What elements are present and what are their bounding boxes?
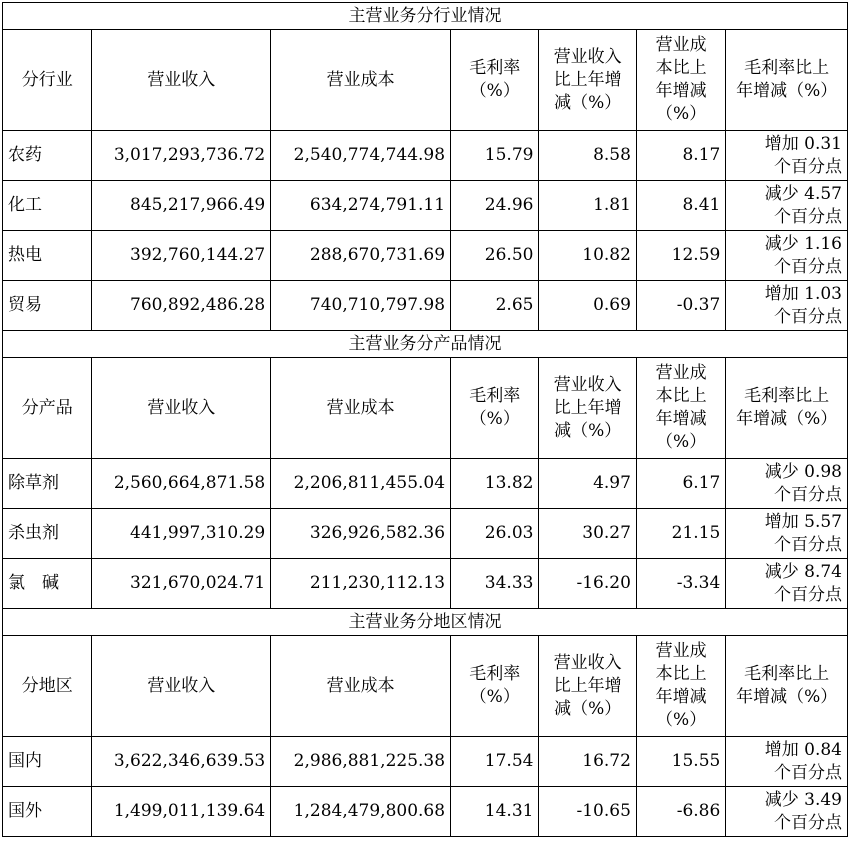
column-header-revenue: 营业收入 [92,358,271,459]
cell-gross-margin: 13.82 [451,459,539,509]
cell-cost-change: 15.55 [636,737,725,787]
cell-cost: 288,670,731.69 [271,231,451,281]
cell-cost-change: 12.59 [636,231,725,281]
header-row [3,30,848,131]
main-business-table [2,2,848,837]
column-header-revenue-change: 营业收入 比上年增 减（%） [539,358,636,459]
column-header-margin-change: 毛利率比上 年增减（%） [726,30,848,131]
cell-revenue-change: -16.20 [539,559,636,609]
cell-margin-change: 减少 1.16 个百分点 [726,231,848,281]
column-header-revenue-change: 营业收入 比上年增 减（%） [539,30,636,131]
cell-category: 化工 [3,181,92,231]
cell-revenue-change: 30.27 [539,509,636,559]
column-header-revenue: 营业收入 [92,30,271,131]
cell-category: 国内 [3,737,92,787]
column-header-cost: 营业成本 [271,636,451,737]
section-title: 主营业务分行业情况 [3,3,848,30]
cell-revenue: 2,560,664,871.58 [92,459,271,509]
section-title-row [3,609,848,636]
cell-cost: 2,206,811,455.04 [271,459,451,509]
table-row [3,459,848,509]
column-header-margin-change: 毛利率比上 年增减（%） [726,358,848,459]
table-row [3,559,848,609]
cell-margin-change: 增加 0.31 个百分点 [726,131,848,181]
cell-cost-change: -6.86 [636,787,725,837]
cell-cost: 634,274,791.11 [271,181,451,231]
cell-category: 国外 [3,787,92,837]
cell-cost-change: 8.17 [636,131,725,181]
cell-revenue-change: 4.97 [539,459,636,509]
table-row [3,181,848,231]
table-row [3,281,848,331]
cell-category: 农药 [3,131,92,181]
cell-category: 热电 [3,231,92,281]
cell-gross-margin: 26.50 [451,231,539,281]
header-row [3,358,848,459]
cell-revenue-change: 8.58 [539,131,636,181]
cell-gross-margin: 34.33 [451,559,539,609]
header-row [3,636,848,737]
cell-category: 贸易 [3,281,92,331]
cell-cost-change: 8.41 [636,181,725,231]
cell-revenue-change: 16.72 [539,737,636,787]
cell-margin-change: 增加 1.03 个百分点 [726,281,848,331]
cell-revenue: 760,892,486.28 [92,281,271,331]
column-header-revenue-change: 营业收入 比上年增 减（%） [539,636,636,737]
column-header-cost-change: 营业成 本比上 年增减 （%） [636,358,725,459]
table-row [3,787,848,837]
cell-margin-change: 减少 3.49 个百分点 [726,787,848,837]
cell-revenue-change: 0.69 [539,281,636,331]
cell-gross-margin: 14.31 [451,787,539,837]
cell-margin-change: 减少 8.74 个百分点 [726,559,848,609]
cell-category: 除草剂 [3,459,92,509]
cell-category: 杀虫剂 [3,509,92,559]
column-header-gross-margin: 毛利率 （%） [451,30,539,131]
column-header-gross-margin: 毛利率 （%） [451,636,539,737]
table-row [3,231,848,281]
cell-gross-margin: 24.96 [451,181,539,231]
cell-margin-change: 增加 0.84 个百分点 [726,737,848,787]
cell-cost: 326,926,582.36 [271,509,451,559]
cell-cost-change: 21.15 [636,509,725,559]
column-header-category: 分产品 [3,358,92,459]
cell-cost: 740,710,797.98 [271,281,451,331]
table-row [3,131,848,181]
cell-margin-change: 增加 5.57 个百分点 [726,509,848,559]
column-header-category: 分地区 [3,636,92,737]
table-row [3,737,848,787]
cell-cost-change: -0.37 [636,281,725,331]
column-header-gross-margin: 毛利率 （%） [451,358,539,459]
column-header-cost: 营业成本 [271,358,451,459]
column-header-cost: 营业成本 [271,30,451,131]
cell-cost: 211,230,112.13 [271,559,451,609]
table-body [3,3,848,837]
table-row [3,509,848,559]
section-title: 主营业务分产品情况 [3,331,848,358]
cell-margin-change: 减少 4.57 个百分点 [726,181,848,231]
cell-gross-margin: 2.65 [451,281,539,331]
cell-gross-margin: 26.03 [451,509,539,559]
cell-revenue: 3,622,346,639.53 [92,737,271,787]
section-title-row [3,3,848,30]
cell-cost: 1,284,479,800.68 [271,787,451,837]
cell-cost: 2,540,774,744.98 [271,131,451,181]
cell-revenue-change: 10.82 [539,231,636,281]
cell-revenue-change: -10.65 [539,787,636,837]
column-header-cost-change: 营业成 本比上 年增减 （%） [636,636,725,737]
cell-revenue: 392,760,144.27 [92,231,271,281]
section-title-row [3,331,848,358]
cell-revenue: 3,017,293,736.72 [92,131,271,181]
cell-revenue: 321,670,024.71 [92,559,271,609]
cell-cost-change: 6.17 [636,459,725,509]
cell-cost: 2,986,881,225.38 [271,737,451,787]
section-title: 主营业务分地区情况 [3,609,848,636]
cell-gross-margin: 15.79 [451,131,539,181]
column-header-revenue: 营业收入 [92,636,271,737]
cell-revenue-change: 1.81 [539,181,636,231]
cell-revenue: 845,217,966.49 [92,181,271,231]
column-header-category: 分行业 [3,30,92,131]
cell-revenue: 441,997,310.29 [92,509,271,559]
cell-revenue: 1,499,011,139.64 [92,787,271,837]
column-header-margin-change: 毛利率比上 年增减（%） [726,636,848,737]
cell-category: 氯 碱 [3,559,92,609]
cell-gross-margin: 17.54 [451,737,539,787]
column-header-cost-change: 营业成 本比上 年增减 （%） [636,30,725,131]
cell-cost-change: -3.34 [636,559,725,609]
cell-margin-change: 减少 0.98 个百分点 [726,459,848,509]
